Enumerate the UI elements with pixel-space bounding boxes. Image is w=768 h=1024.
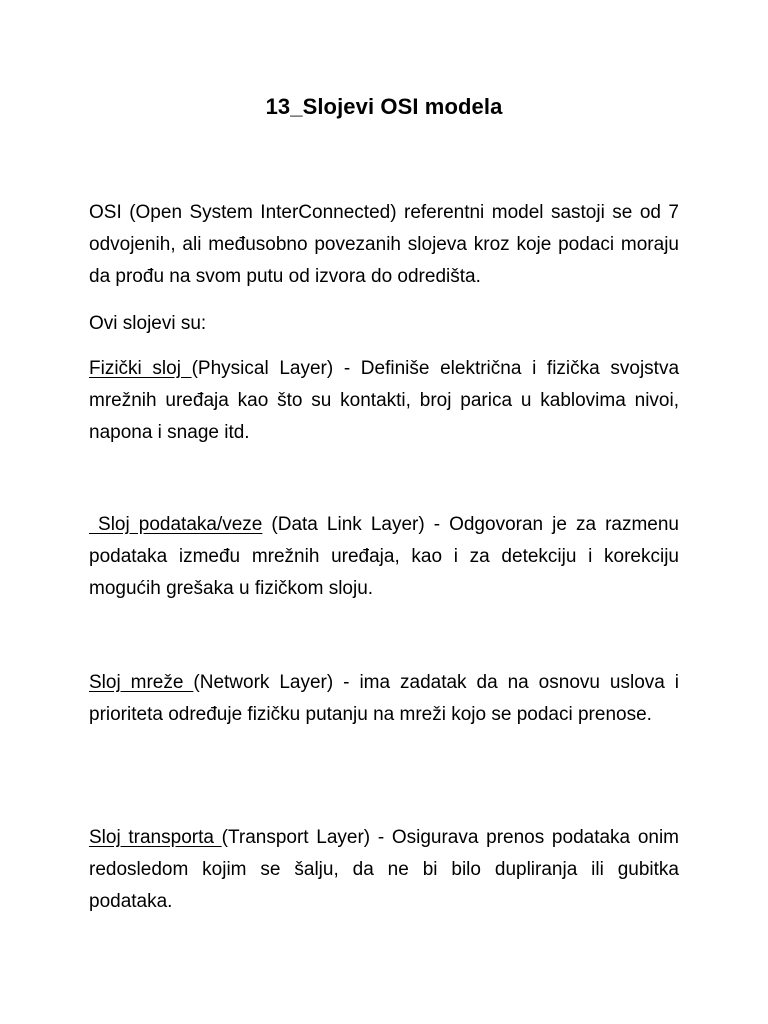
layer-transport	[89, 822, 679, 918]
list-intro: Ovi slojevi su:	[89, 313, 207, 334]
layer-description: (Data Link Layer) - Odgovoran je za razmenu podataka između mrežnih uređaja, kao i za detekciju i korekciju mogućih grešaka u fizičkom sloju.	[89, 514, 680, 599]
layer-network	[89, 667, 679, 731]
layer-name: Sloj transporta	[89, 827, 222, 848]
layer-name: Fizički sloj	[89, 358, 192, 379]
layer-description: (Transport Layer) - Osigurava prenos podataka onim redosledom kojim se šalju, da ne bi bilo dupliranja ili gubitka podataka.	[89, 827, 679, 912]
layer-description: (Network Layer) - ima zadatak da na osnovu uslova i prioriteta određuje fizičku putanju na mreži kojo se podaci prenose.	[89, 672, 680, 725]
layer-name: Sloj podataka/veze	[89, 514, 263, 535]
layer-data-link	[89, 509, 679, 605]
layer-name: Sloj mreže	[89, 672, 194, 693]
page-title: 13_Slojevi OSI modela	[265, 94, 503, 119]
intro-paragraph: OSI (Open System InterConnected) referentni model sastoji se od 7 odvojenih, ali međusobno povezanih slojeva kroz koje podaci moraju da prođu na svom putu od izvora do odredišta.	[89, 202, 679, 287]
layer-description: (Physical Layer) - Definiše električna i fizička svojstva mrežnih uređaja kao što su kontakti, broj parica u kablovima nivoi, napona i snage itd.	[89, 358, 680, 443]
layer-physical	[89, 353, 679, 449]
